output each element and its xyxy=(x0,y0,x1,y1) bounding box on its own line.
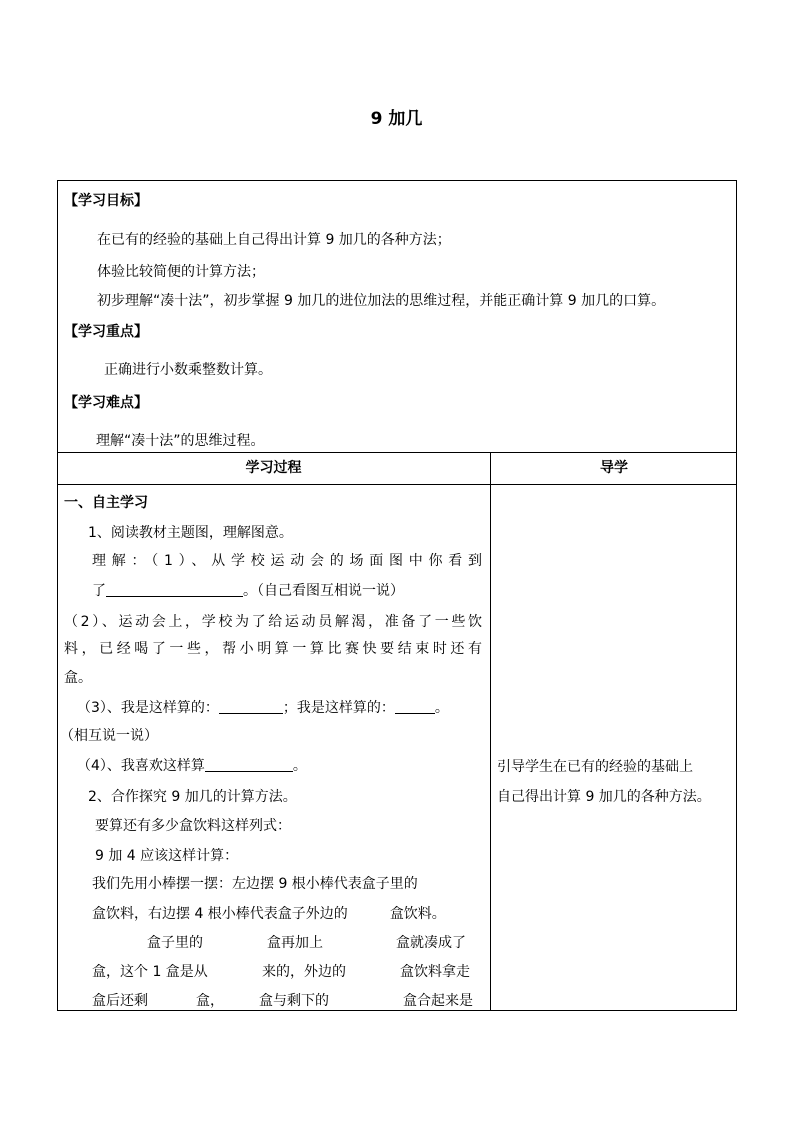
understand-text: 理解：（1）、从学校运动会的场面图中你看到 xyxy=(92,553,482,569)
header-divider xyxy=(57,484,737,485)
process-line: （2）、运动会上，学校为了给运动员解渴，准备了一些饮 xyxy=(64,614,482,630)
process-line: 盒饮料拿走 xyxy=(400,964,470,980)
process-line: （相互说一说） xyxy=(60,728,158,744)
process-line: 盒。 xyxy=(64,670,92,686)
process-line: 盒后还剩 xyxy=(92,993,148,1009)
process-line: 盒， xyxy=(196,993,224,1009)
process-line: 来的，外边的 xyxy=(262,964,346,980)
process-line: 9 加 4 应该这样计算： xyxy=(95,848,239,864)
objective-item: 体验比较简便的计算方法； xyxy=(97,264,265,280)
difficulty-text: 理解“凑十法”的思维过程。 xyxy=(96,433,265,449)
key-point-heading: 【学习重点】 xyxy=(64,324,148,340)
objectives-heading: 【学习目标】 xyxy=(64,193,148,209)
guide-text: 引导学生在已有的经验的基础上 xyxy=(497,759,693,775)
section-heading: 一、自主学习 xyxy=(64,495,148,511)
process-line: 料，已经喝了一些，帮小明算一算比赛快要结束时还有 xyxy=(64,641,482,657)
process-line: 了 。（自己看图互相说一说） xyxy=(92,583,404,599)
process-line: 盒就凑成了 xyxy=(396,935,466,951)
process-line: 盒与剩下的 xyxy=(259,993,329,1009)
process-step: 2、合作探究 9 加几的计算方法。 xyxy=(88,789,297,805)
objective-item: 在已有的经验的基础上自己得出计算 9 加几的各种方法； xyxy=(97,232,451,248)
process-line: 盒合起来是 xyxy=(403,993,473,1009)
difficulty-heading: 【学习难点】 xyxy=(64,395,148,411)
objective-item: 初步理解“凑十法”，初步掌握 9 加几的进位加法的思维过程，并能正确计算 9 加几的口算。 xyxy=(97,293,666,309)
process-line: 要算还有多少盒饮料这样列式： xyxy=(95,818,291,834)
process-line: （3）、我是这样算的： ；我是这样算的： 。 xyxy=(77,700,449,716)
answer-blank[interactable] xyxy=(395,699,435,714)
process-line xyxy=(92,551,482,571)
process-line: （4）、我喜欢这样算 。 xyxy=(77,758,307,774)
answer-blank[interactable] xyxy=(106,582,243,597)
process-line: 盒，这个 1 盒是从 xyxy=(92,964,208,980)
process-column-header: 学习过程 xyxy=(245,460,302,476)
page-title: 9 加几 xyxy=(370,109,423,129)
process-line: 我们先用小棒摆一摆：左边摆 9 根小棒代表盒子里的 xyxy=(92,876,418,892)
key-point-text: 正确进行小数乘整数计算。 xyxy=(104,362,272,378)
process-line: 盒饮料，右边摆 4 根小棒代表盒子外边的 盒饮料。 xyxy=(92,906,446,922)
guide-text: 自己得出计算 9 加几的各种方法。 xyxy=(497,789,711,805)
process-line: 盒再加上 xyxy=(267,935,323,951)
process-step: 1、阅读教材主题图，理解图意。 xyxy=(88,525,293,541)
column-divider xyxy=(490,452,491,1011)
guide-column-header: 导学 xyxy=(600,460,628,476)
answer-blank[interactable] xyxy=(205,757,293,772)
answer-blank[interactable] xyxy=(219,699,283,714)
process-line: 盒子里的 xyxy=(147,935,203,951)
